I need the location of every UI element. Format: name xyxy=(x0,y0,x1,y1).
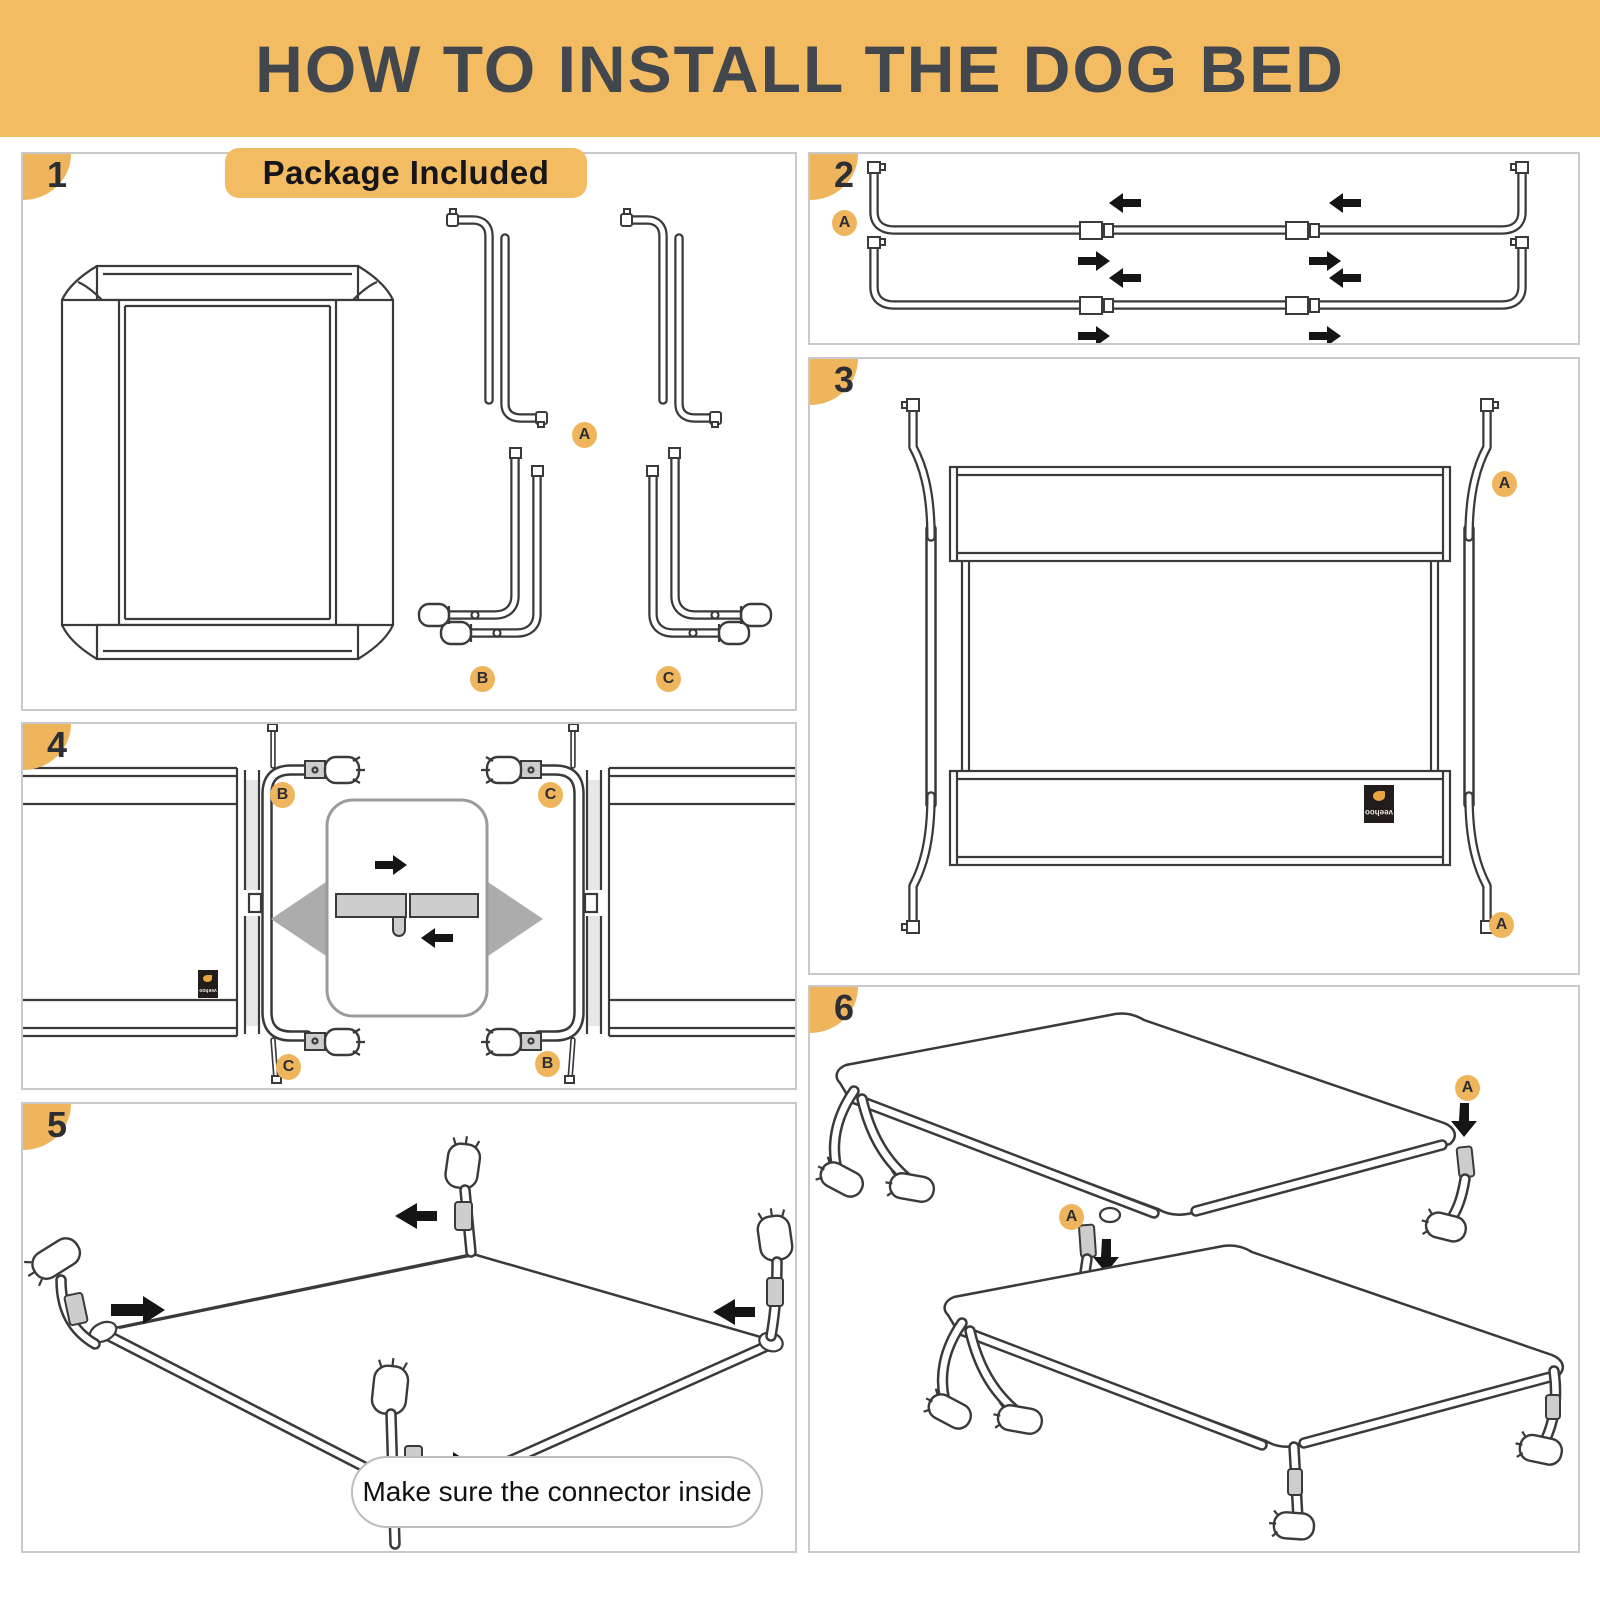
part-label-b: B xyxy=(470,666,495,692)
connector-inset xyxy=(327,800,487,1016)
rod-label-a: A xyxy=(1489,912,1514,938)
joint-label-b: B xyxy=(535,1051,560,1077)
socket-label-a: A xyxy=(1455,1075,1480,1101)
step-number: 2 xyxy=(834,154,855,195)
leg-right xyxy=(713,1206,794,1336)
leg-connection-drawing xyxy=(23,724,795,1088)
step-badge xyxy=(23,724,71,770)
header-banner xyxy=(0,0,1600,137)
pull-arrow-right-icon xyxy=(485,880,543,958)
step-badge xyxy=(810,154,858,200)
package-included-pill: Package Included xyxy=(225,148,587,198)
leg-far xyxy=(395,1134,483,1252)
insert-arrow-left-icon xyxy=(713,1299,755,1325)
step-badge xyxy=(810,987,858,1033)
socket-label-a: A xyxy=(1059,1204,1084,1230)
part-label-c: C xyxy=(656,666,681,692)
brand-tag xyxy=(198,970,218,998)
bee-icon xyxy=(204,975,213,982)
part-label-a: A xyxy=(572,422,597,448)
package-contents-drawing xyxy=(23,154,795,709)
panel-step-3 xyxy=(808,357,1580,975)
step-badge xyxy=(810,359,858,405)
brand-name: veehoo xyxy=(1365,807,1394,817)
brand-tag xyxy=(1364,785,1394,823)
rod-assembly-drawing xyxy=(810,154,1578,343)
pull-arrow-left-icon xyxy=(271,880,329,958)
brand-name: veehoo xyxy=(199,987,217,993)
leg-part-c xyxy=(647,448,771,644)
leg-part-b xyxy=(419,448,543,644)
bee-icon xyxy=(1373,791,1385,801)
fabric-with-rods-drawing xyxy=(810,359,1578,973)
panel-step-2 xyxy=(808,152,1580,345)
part-label-a: A xyxy=(832,210,857,236)
panel-step-5 xyxy=(21,1102,797,1553)
panel-step-4 xyxy=(21,722,797,1090)
joint-label-c: C xyxy=(276,1054,301,1080)
connector-pin xyxy=(393,917,405,936)
rod-label-a: A xyxy=(1492,471,1517,497)
bed-finished xyxy=(920,1246,1564,1541)
step-number: 6 xyxy=(834,987,855,1028)
insert-arrow-left-icon xyxy=(395,1203,437,1229)
step-badge xyxy=(23,1104,71,1150)
step-badge xyxy=(23,154,71,200)
panel-step-6 xyxy=(808,985,1580,1553)
fabric-cover-drawing xyxy=(62,266,393,659)
page-title: HOW TO INSTALL THE DOG BED xyxy=(255,31,1345,106)
panel-step-1 xyxy=(21,152,797,711)
step-number: 1 xyxy=(47,154,68,195)
joint-label-c: C xyxy=(538,782,563,808)
connector-note: Make sure the connector inside xyxy=(351,1456,763,1528)
step-number: 3 xyxy=(834,359,855,400)
final-assembly-drawing xyxy=(810,987,1578,1551)
joint-label-b: B xyxy=(270,782,295,808)
step-number: 4 xyxy=(47,724,68,765)
step-number: 5 xyxy=(47,1104,68,1145)
rod-rails xyxy=(931,529,1469,804)
